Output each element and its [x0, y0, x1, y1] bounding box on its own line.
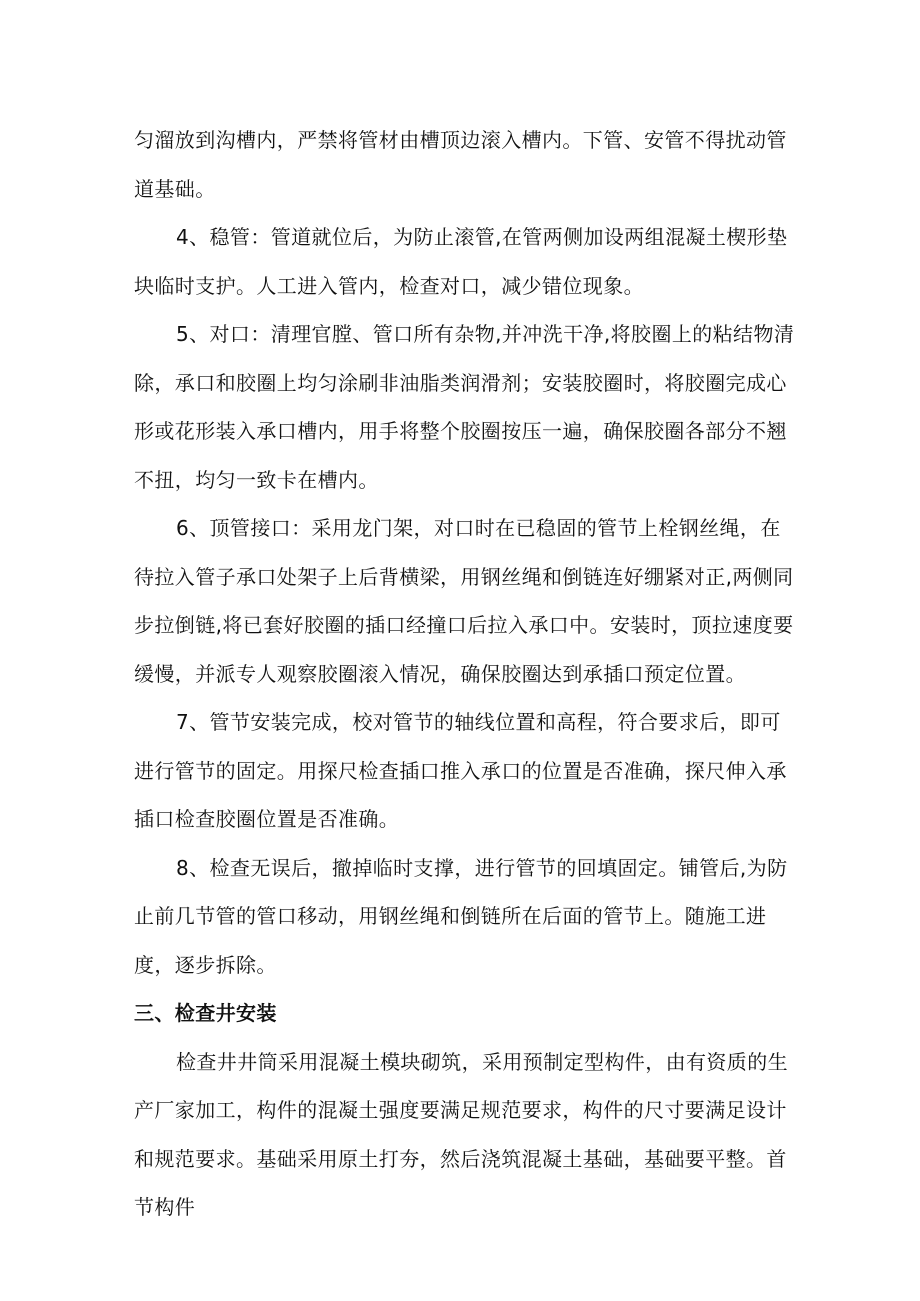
- paragraph-inspection-well: 检查井井筒采用混凝土模块砌筑，采用预制定型构件，由有资质的生产厂家加工，构件的混凝土强度要满足规范要求，构件的尺寸要满足设计和规范要求。基础采用原土打夯，然后浇筑混凝土基础，基础要平整。首节构件: [134, 1049, 788, 1219]
- paragraph-step-6-jacking-joint: 6、顶管接口：采用龙门架，对口时在已稳固的管节上栓钢丝绳，在待拉入管子承口处架子上后背横梁，用钢丝绳和倒链连好绷紧对正,两侧同步拉倒链,将已套好胶圈的插口经撞口后拉入承口中。安装时，顶拉速度要缓慢，并派专人观察胶圈滚入情况，确保胶圈达到承插口预定位置。: [134, 516, 794, 686]
- section-heading-inspection-well: 三、检查井安装: [134, 1001, 277, 1025]
- paragraph-step-4-stabilize: 4、稳管：管道就位后，为防止滚管,在管两侧加设两组混凝土楔形垫块临时支护。人工进入管内，检查对口，减少错位现象。: [134, 225, 788, 298]
- paragraph-step-7-fixing: 7、管节安装完成，校对管节的轴线位置和高程，符合要求后，即可进行管节的固定。用探尺检查插口推入承口的位置是否准确，探尺伸入承插口检查胶圈位置是否准确。: [134, 710, 787, 831]
- paragraph-step-5-alignment: 5、对口：清理官膛、管口所有杂物,并冲洗干净,将胶圈上的粘结物清除，承口和胶圈上均匀涂刷非油脂类润滑剂；安装胶圈时，将胶圈完成心形或花形装入承口槽内，用手将整个胶圈按压一遍，确保胶圈各部分不翘不扭，均匀一致卡在槽内。: [134, 322, 795, 492]
- paragraph-step-8-backfill: 8、检查无误后，撤掉临时支撑，进行管节的回填固定。铺管后,为防止前几节管的管口移动，用钢丝绳和倒链所在后面的管节上。随施工进度，逐步拆除。: [134, 855, 788, 977]
- paragraph-continuation: 匀溜放到沟槽内，严禁将管材由槽顶边滚入槽内。下管、安管不得扰动管道基础。: [134, 128, 787, 201]
- document-body: [134, 116, 798, 1232]
